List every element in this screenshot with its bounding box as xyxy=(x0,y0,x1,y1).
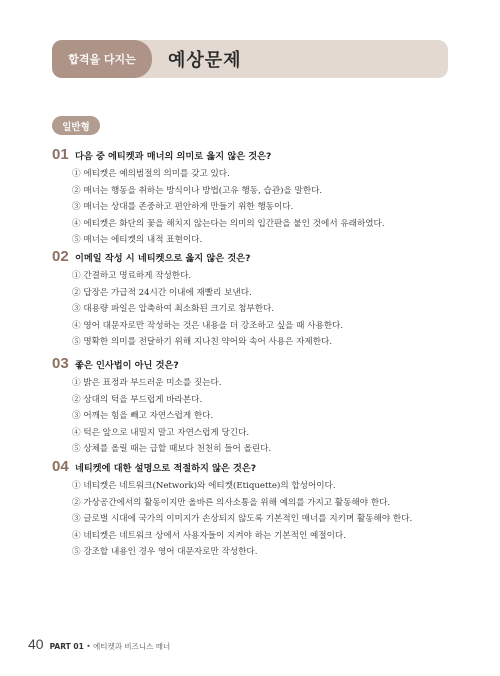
option-1: ① 간결하고 명료하게 작성한다. xyxy=(72,271,192,281)
option-5: ⑤ 강조할 내용인 경우 영어 대문자로만 작성한다. xyxy=(72,547,258,557)
option-3: ③ 어깨는 힘을 빼고 자연스럽게 한다. xyxy=(72,411,214,421)
option-list xyxy=(72,166,452,249)
page-footer xyxy=(28,636,170,652)
option-3: ③ 글로벌 시대에 국가의 이미지가 손상되지 않도록 기본적인 매너를 지키며 활동해야 한다. xyxy=(72,514,413,524)
option-list xyxy=(72,268,452,351)
option-list xyxy=(72,478,452,561)
footer-label xyxy=(50,641,171,652)
question-number: 04 xyxy=(52,458,69,475)
chapter-header xyxy=(52,40,448,78)
option-4: ④ 에티켓은 화단의 꽃을 해치지 않는다는 의미의 입간판을 붙인 것에서 유래하였다. xyxy=(72,218,385,229)
option-2: ② 가상공간에서의 활동이지만 올바른 의사소통을 위해 예의를 가지고 활동해야 한다. xyxy=(72,497,391,508)
option-2: ② 답장은 가급적 24시간 이내에 재빨리 보낸다. xyxy=(72,287,252,298)
question-text: 다음 중 에티켓과 매너의 의미로 옳지 않은 것은? xyxy=(75,151,272,162)
option-5: ⑤ 상체를 올릴 때는 급할 때보다 천천히 들어 올린다. xyxy=(72,444,272,454)
option-1: ① 에티켓은 예의범절의 의미를 갖고 있다. xyxy=(72,169,230,179)
question-4 xyxy=(52,458,452,561)
question-number: 01 xyxy=(52,146,69,163)
question-3 xyxy=(52,355,452,458)
option-1: ① 네티켓은 네트워크(Network)와 에티켓(Etiquette)의 합성어이다. xyxy=(72,481,336,491)
question-2 xyxy=(52,248,452,351)
option-4: ④ 턱은 앞으로 내밀지 말고 자연스럽게 당긴다. xyxy=(72,427,250,438)
option-5: ⑤ 명확한 의미를 전달하기 위해 지나친 약어와 속어 사용은 자제한다. xyxy=(72,337,333,347)
option-4: ④ 네티켓은 네트워크 상에서 사용자들이 지켜야 하는 기본적인 예절이다. xyxy=(72,530,346,541)
page-number: 40 xyxy=(28,636,44,652)
page-title: 예상문제 xyxy=(168,50,242,71)
option-3: ③ 매너는 상대를 존중하고 편안하게 만들기 위한 행동이다. xyxy=(72,202,294,212)
option-5: ⑤ 매너는 에티켓의 내적 표현이다. xyxy=(72,235,203,245)
option-2: ② 매너는 행동을 취하는 방식이나 방법(고유 행동, 습관)을 말한다. xyxy=(72,185,323,196)
footer-chapter: 에티켓과 비즈니스 매너 xyxy=(93,642,171,651)
footer-separator: • xyxy=(86,642,91,651)
question-text: 이메일 작성 시 네티켓으로 옳지 않은 것은? xyxy=(75,253,251,264)
section-badge: 일반형 xyxy=(52,116,100,135)
footer-part: PART 01 xyxy=(49,642,84,651)
question-number: 02 xyxy=(52,248,69,265)
option-4: ④ 영어 대문자로만 작성하는 것은 내용을 더 강조하고 싶을 때 사용한다. xyxy=(72,320,344,331)
question-text: 좋은 인사법이 아닌 것은? xyxy=(75,360,179,371)
header-tag: 합격을 다지는 xyxy=(52,40,152,78)
option-1: ① 밝은 표정과 부드러운 미소를 짓는다. xyxy=(72,378,222,388)
option-list xyxy=(72,375,452,458)
question-text: 네티켓에 대한 설명으로 적절하지 않은 것은? xyxy=(75,463,257,474)
option-2: ② 상대의 턱을 부드럽게 바라본다. xyxy=(72,394,203,405)
question-1 xyxy=(52,146,452,249)
option-3: ③ 대용량 파일은 압축하여 최소화된 크기로 첨부한다. xyxy=(72,304,275,314)
question-number: 03 xyxy=(52,355,69,372)
